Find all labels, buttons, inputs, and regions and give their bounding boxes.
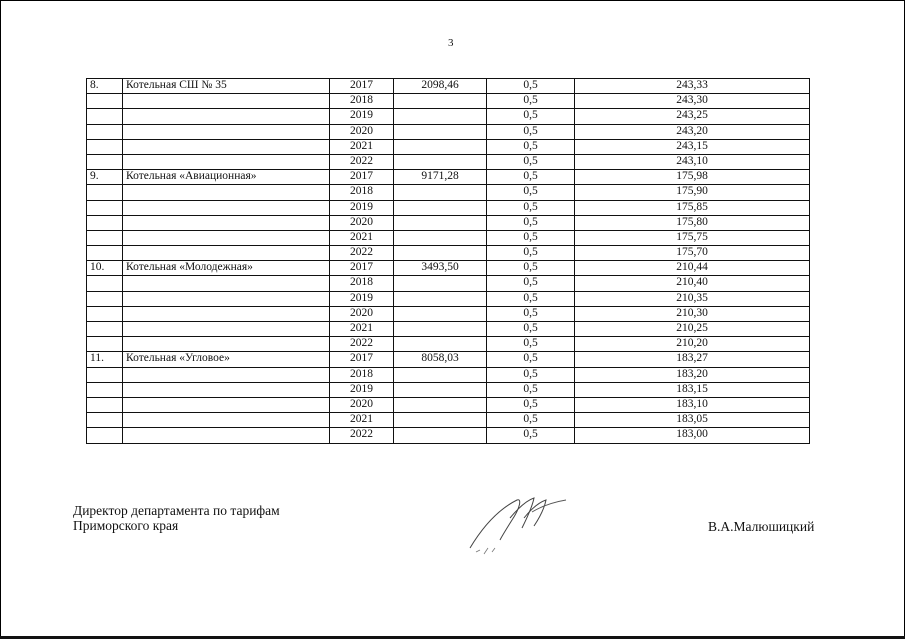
year-cell: 2022 [330, 337, 394, 352]
table-row [87, 94, 810, 109]
table-row [87, 276, 810, 291]
volume-cell [394, 139, 487, 154]
year-cell: 2019 [330, 382, 394, 397]
boiler-name-cell [123, 413, 330, 428]
coefficient-cell: 0,5 [487, 185, 575, 200]
row-number-cell [87, 306, 123, 321]
coefficient-cell: 0,5 [487, 322, 575, 337]
table-row [87, 154, 810, 169]
table-row [87, 413, 810, 428]
boiler-name-cell [123, 428, 330, 443]
row-number-cell [87, 124, 123, 139]
year-cell: 2018 [330, 276, 394, 291]
table-row [87, 246, 810, 261]
volume-cell [394, 322, 487, 337]
coefficient-cell: 0,5 [487, 139, 575, 154]
table-row [87, 109, 810, 124]
tariff-value-cell: 175,80 [575, 215, 810, 230]
row-number-cell: 11. [87, 352, 123, 367]
tariff-value-cell: 243,33 [575, 79, 810, 94]
row-number-cell: 10. [87, 261, 123, 276]
year-cell: 2017 [330, 261, 394, 276]
volume-cell [394, 154, 487, 169]
table-row [87, 200, 810, 215]
year-cell: 2020 [330, 124, 394, 139]
year-cell: 2017 [330, 79, 394, 94]
tariff-value-cell: 243,15 [575, 139, 810, 154]
year-cell: 2017 [330, 352, 394, 367]
table-row [87, 352, 810, 367]
row-number-cell [87, 322, 123, 337]
year-cell: 2022 [330, 246, 394, 261]
row-number-cell [87, 428, 123, 443]
table-row [87, 185, 810, 200]
coefficient-cell: 0,5 [487, 215, 575, 230]
position-line-1: Директор департамента по тарифам [73, 503, 280, 518]
coefficient-cell: 0,5 [487, 382, 575, 397]
page-bottom-edge [0, 636, 905, 639]
row-number-cell: 8. [87, 79, 123, 94]
volume-cell: 3493,50 [394, 261, 487, 276]
row-number-cell [87, 109, 123, 124]
tariff-value-cell: 175,85 [575, 200, 810, 215]
table-row [87, 397, 810, 412]
boiler-name-cell [123, 322, 330, 337]
boiler-name-cell [123, 200, 330, 215]
row-number-cell: 9. [87, 170, 123, 185]
tariff-value-cell: 183,27 [575, 352, 810, 367]
boiler-name-cell: Котельная «Молодежная» [123, 261, 330, 276]
coefficient-cell: 0,5 [487, 200, 575, 215]
volume-cell [394, 94, 487, 109]
tariff-value-cell: 210,30 [575, 306, 810, 321]
year-cell: 2019 [330, 109, 394, 124]
table-row [87, 337, 810, 352]
table-row [87, 215, 810, 230]
coefficient-cell: 0,5 [487, 124, 575, 139]
boiler-name-cell: Котельная СШ № 35 [123, 79, 330, 94]
coefficient-cell: 0,5 [487, 413, 575, 428]
tariff-value-cell: 243,25 [575, 109, 810, 124]
volume-cell [394, 276, 487, 291]
boiler-name-cell [123, 367, 330, 382]
coefficient-cell: 0,5 [487, 170, 575, 185]
tariff-value-cell: 210,35 [575, 291, 810, 306]
row-number-cell [87, 382, 123, 397]
row-number-cell [87, 139, 123, 154]
year-cell: 2018 [330, 185, 394, 200]
tariff-value-cell: 243,30 [575, 94, 810, 109]
tariff-value-cell: 243,10 [575, 154, 810, 169]
year-cell: 2022 [330, 154, 394, 169]
coefficient-cell: 0,5 [487, 109, 575, 124]
coefficient-cell: 0,5 [487, 337, 575, 352]
coefficient-cell: 0,5 [487, 261, 575, 276]
table-row [87, 367, 810, 382]
year-cell: 2018 [330, 367, 394, 382]
tariff-value-cell: 175,90 [575, 185, 810, 200]
row-number-cell [87, 337, 123, 352]
tariff-table [86, 78, 810, 444]
year-cell: 2017 [330, 170, 394, 185]
table-row [87, 124, 810, 139]
tariff-value-cell: 210,20 [575, 337, 810, 352]
table-row [87, 306, 810, 321]
boiler-name-cell [123, 276, 330, 291]
boiler-name-cell [123, 154, 330, 169]
year-cell: 2020 [330, 397, 394, 412]
coefficient-cell: 0,5 [487, 306, 575, 321]
coefficient-cell: 0,5 [487, 230, 575, 245]
row-number-cell [87, 200, 123, 215]
row-number-cell [87, 413, 123, 428]
table-row [87, 230, 810, 245]
year-cell: 2019 [330, 291, 394, 306]
year-cell: 2022 [330, 428, 394, 443]
volume-cell [394, 215, 487, 230]
volume-cell [394, 124, 487, 139]
coefficient-cell: 0,5 [487, 397, 575, 412]
year-cell: 2019 [330, 200, 394, 215]
table-row [87, 291, 810, 306]
coefficient-cell: 0,5 [487, 79, 575, 94]
boiler-name-cell [123, 139, 330, 154]
volume-cell [394, 428, 487, 443]
volume-cell [394, 382, 487, 397]
tariff-value-cell: 175,98 [575, 170, 810, 185]
coefficient-cell: 0,5 [487, 367, 575, 382]
tariff-value-cell: 183,00 [575, 428, 810, 443]
table-row [87, 170, 810, 185]
volume-cell: 2098,46 [394, 79, 487, 94]
tariff-value-cell: 183,10 [575, 397, 810, 412]
year-cell: 2018 [330, 94, 394, 109]
coefficient-cell: 0,5 [487, 246, 575, 261]
volume-cell [394, 397, 487, 412]
coefficient-cell: 0,5 [487, 352, 575, 367]
volume-cell [394, 337, 487, 352]
year-cell: 2021 [330, 413, 394, 428]
volume-cell [394, 230, 487, 245]
volume-cell: 8058,03 [394, 352, 487, 367]
tariff-value-cell: 183,05 [575, 413, 810, 428]
coefficient-cell: 0,5 [487, 154, 575, 169]
row-number-cell [87, 246, 123, 261]
row-number-cell [87, 291, 123, 306]
row-number-cell [87, 276, 123, 291]
coefficient-cell: 0,5 [487, 276, 575, 291]
tariff-value-cell: 183,20 [575, 367, 810, 382]
boiler-name-cell [123, 124, 330, 139]
coefficient-cell: 0,5 [487, 291, 575, 306]
row-number-cell [87, 185, 123, 200]
boiler-name-cell [123, 230, 330, 245]
boiler-name-cell [123, 109, 330, 124]
volume-cell [394, 413, 487, 428]
tariff-value-cell: 210,44 [575, 261, 810, 276]
year-cell: 2021 [330, 139, 394, 154]
row-number-cell [87, 230, 123, 245]
row-number-cell [87, 367, 123, 382]
signer-name: В.А.Малюшицкий [708, 519, 815, 534]
coefficient-cell: 0,5 [487, 428, 575, 443]
signatory-position [73, 503, 280, 533]
volume-cell [394, 367, 487, 382]
boiler-name-cell [123, 306, 330, 321]
table-row [87, 139, 810, 154]
year-cell: 2020 [330, 215, 394, 230]
boiler-name-cell [123, 94, 330, 109]
year-cell: 2021 [330, 230, 394, 245]
boiler-name-cell [123, 246, 330, 261]
tariff-value-cell: 175,70 [575, 246, 810, 261]
table-row [87, 322, 810, 337]
boiler-name-cell [123, 337, 330, 352]
table-row [87, 382, 810, 397]
coefficient-cell: 0,5 [487, 94, 575, 109]
row-number-cell [87, 94, 123, 109]
boiler-name-cell: Котельная «Авиационная» [123, 170, 330, 185]
boiler-name-cell: Котельная «Угловое» [123, 352, 330, 367]
tariff-value-cell: 243,20 [575, 124, 810, 139]
boiler-name-cell [123, 382, 330, 397]
volume-cell [394, 109, 487, 124]
boiler-name-cell [123, 215, 330, 230]
table-row [87, 79, 810, 94]
tariff-value-cell: 175,75 [575, 230, 810, 245]
row-number-cell [87, 154, 123, 169]
year-cell: 2021 [330, 322, 394, 337]
boiler-name-cell [123, 291, 330, 306]
volume-cell: 9171,28 [394, 170, 487, 185]
volume-cell [394, 185, 487, 200]
boiler-name-cell [123, 397, 330, 412]
year-cell: 2020 [330, 306, 394, 321]
table-row [87, 261, 810, 276]
tariff-value-cell: 210,25 [575, 322, 810, 337]
handwritten-signature [462, 488, 572, 558]
volume-cell [394, 246, 487, 261]
boiler-name-cell [123, 185, 330, 200]
page-number: 3 [448, 37, 454, 49]
position-line-2: Приморского края [73, 518, 179, 533]
volume-cell [394, 291, 487, 306]
tariff-value-cell: 210,40 [575, 276, 810, 291]
table-row [87, 428, 810, 443]
tariff-value-cell: 183,15 [575, 382, 810, 397]
row-number-cell [87, 215, 123, 230]
row-number-cell [87, 397, 123, 412]
volume-cell [394, 306, 487, 321]
volume-cell [394, 200, 487, 215]
